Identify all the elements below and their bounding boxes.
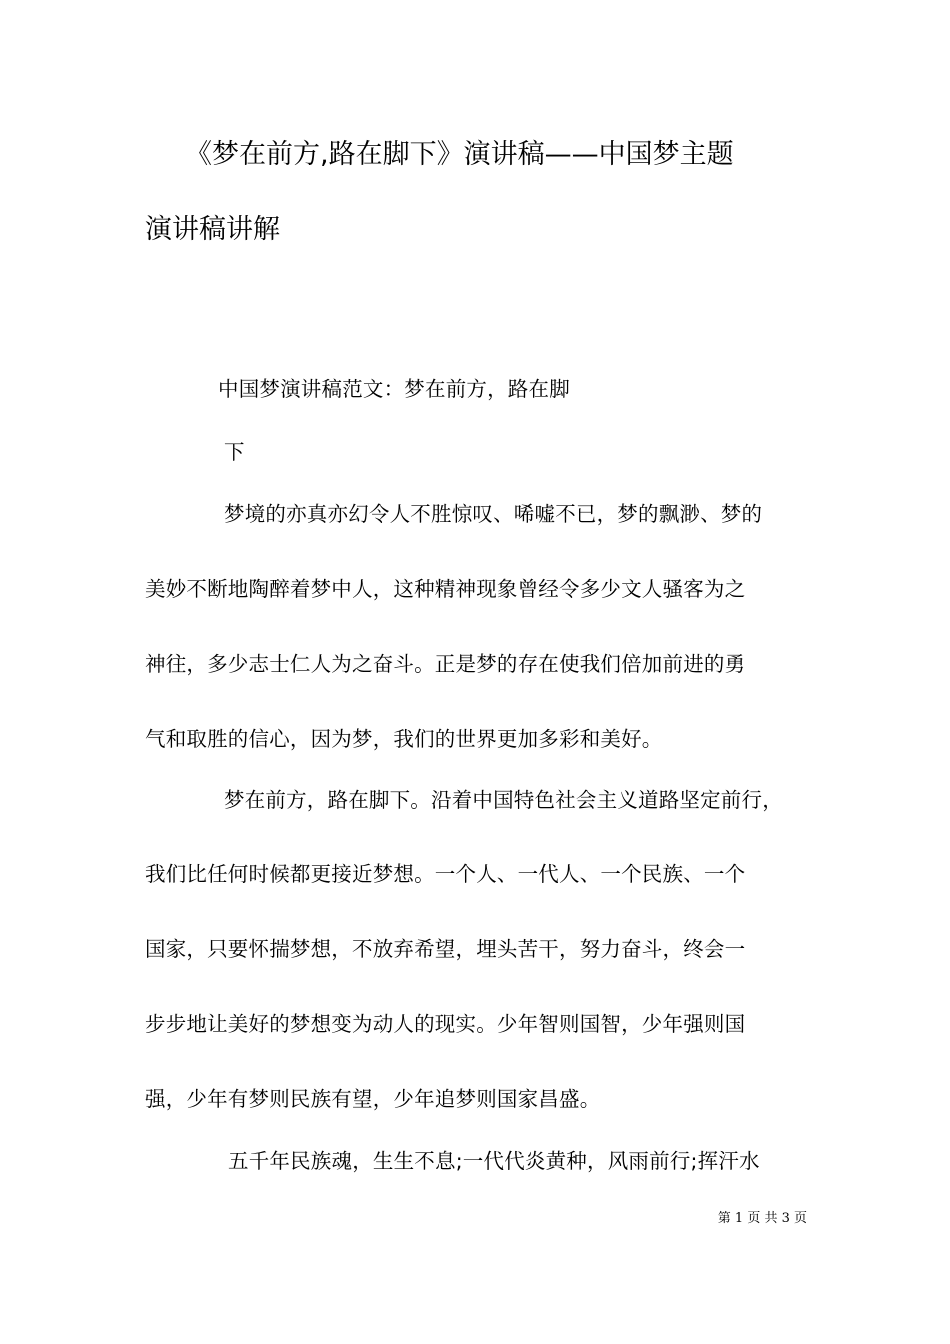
subtitle-line: 中国梦演讲稿范文：梦在前方，路在脚 — [218, 377, 570, 401]
document-title-line-1: 《梦在前方,路在脚下》演讲稿——中国梦主题 — [185, 139, 734, 170]
paragraph-line: 梦在前方，路在脚下。沿着中国特色社会主义道路坚定前行， — [224, 788, 783, 812]
paragraph-line: 强，少年有梦则民族有望，少年追梦则国家昌盛。 — [145, 1087, 601, 1111]
paragraph-line: 气和取胜的信心，因为梦，我们的世界更加多彩和美好。 — [145, 727, 663, 751]
paragraph-line: 步步地让美好的梦想变为动人的现实。少年智则国智，少年强则国 — [145, 1012, 746, 1036]
paragraph-line: 神往，多少志士仁人为之奋斗。正是梦的存在使我们倍加前进的勇 — [145, 652, 746, 676]
paragraph-line: 我们比任何时候都更接近梦想。一个人、一代人、一个民族、一个 — [145, 862, 746, 886]
paragraph-line: 美妙不断地陶醉着梦中人，这种精神现象曾经令多少文人骚客为之 — [145, 577, 746, 601]
page-number-footer: 第 1 页 共 3 页 — [717, 1211, 807, 1226]
paragraph-line: 梦境的亦真亦幻令人不胜惊叹、唏嘘不已，梦的飘渺、梦的 — [224, 502, 763, 526]
subtitle-line-wrap: 下 — [224, 440, 245, 464]
document-title-line-2: 演讲稿讲解 — [145, 214, 280, 245]
paragraph-line: 五千年民族魂，生生不息;一代代炎黄种，风雨前行;挥汗水 — [228, 1149, 760, 1173]
paragraph-line: 国家，只要怀揣梦想，不放弃希望，埋头苦干，努力奋斗，终会一 — [145, 937, 746, 961]
